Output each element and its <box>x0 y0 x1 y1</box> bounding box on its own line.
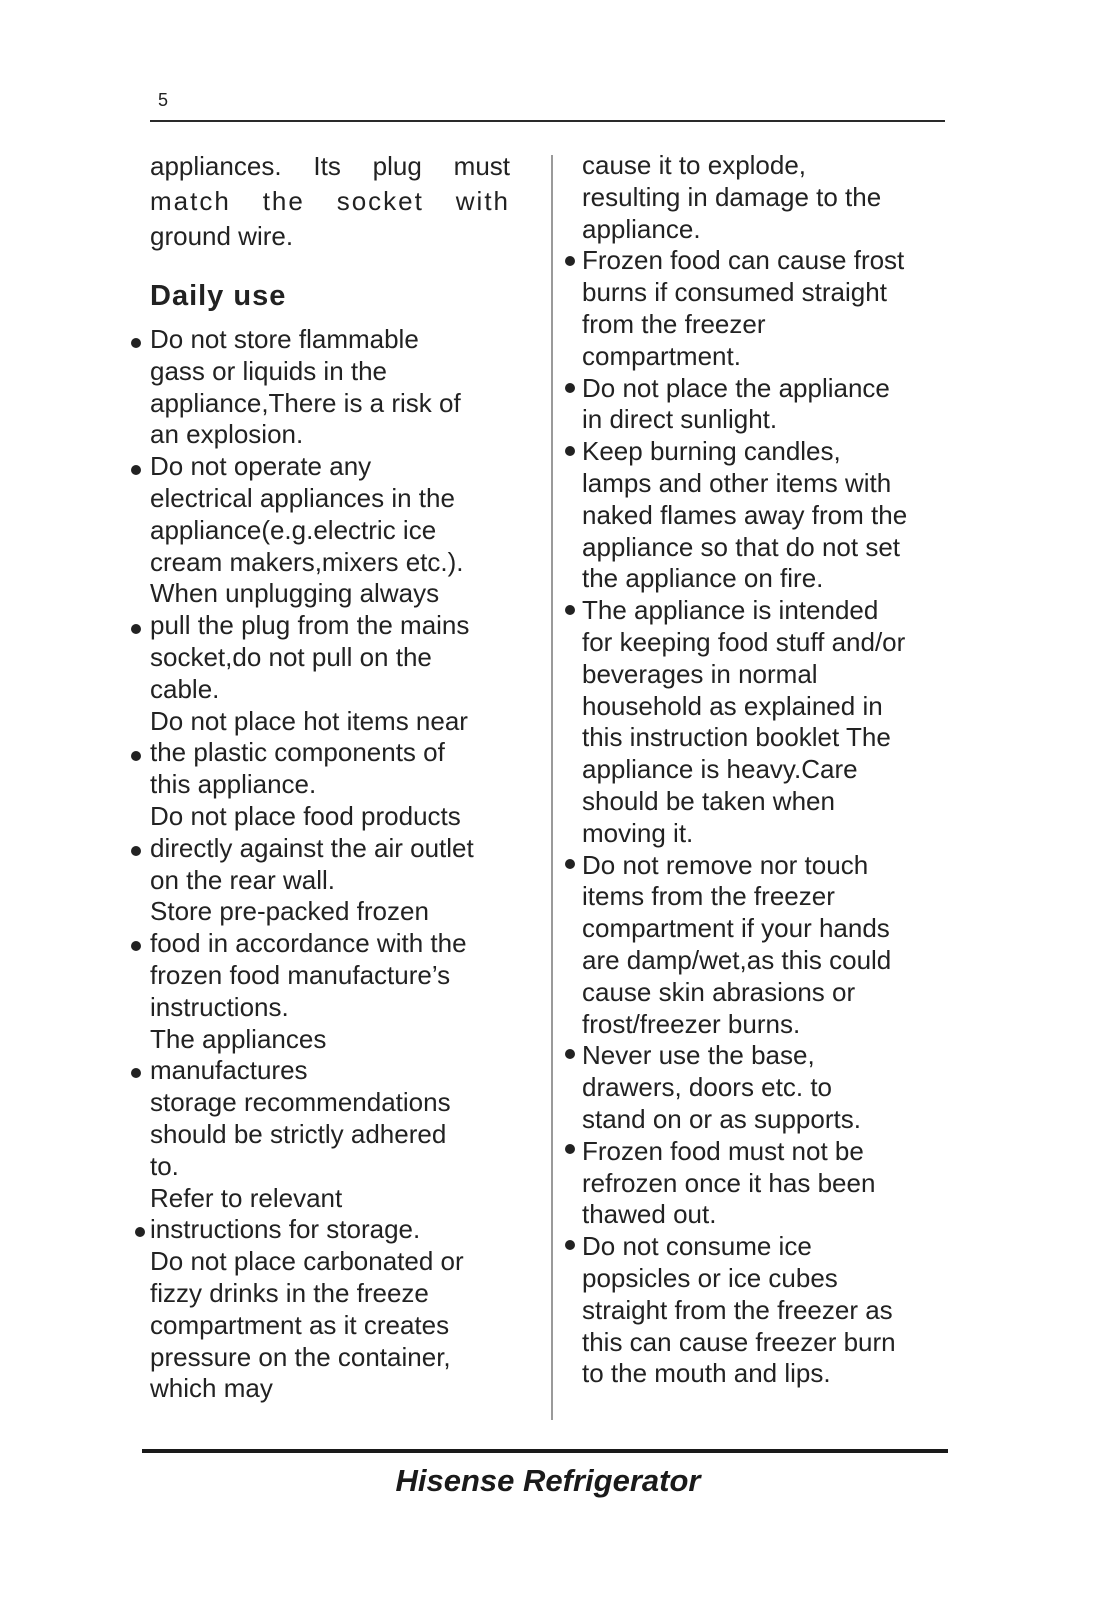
bullet-icon <box>131 465 141 475</box>
right-column-line: in direct sunlight. <box>582 404 778 435</box>
right-column-line: appliance so that do not set <box>582 531 901 562</box>
bullet-icon <box>565 1049 575 1059</box>
left-column-line: this appliance. <box>150 769 317 800</box>
right-column-line: Frozen food can cause frost <box>582 245 905 276</box>
right-column-line: items from the freezer <box>582 881 835 912</box>
left-column-line: Store pre-packed frozen <box>150 896 429 927</box>
right-column-line: drawers, doors etc. to <box>582 1072 832 1103</box>
section-heading: Daily use <box>150 280 287 312</box>
bullet-icon <box>131 338 141 348</box>
left-column-line: pressure on the container, <box>150 1341 451 1372</box>
right-column-line: The appliance is intended <box>582 595 879 626</box>
right-column-line: stand on or as supports. <box>582 1104 861 1134</box>
left-column-line: to. <box>150 1150 179 1181</box>
right-column-line: popsicles or ice cubes <box>582 1263 838 1293</box>
page-number: 5 <box>158 90 169 110</box>
left-column-line: cable. <box>150 673 220 704</box>
left-column-line: Do not place carbonated or <box>150 1246 464 1277</box>
left-column-line: When unplugging always <box>150 578 440 609</box>
right-column-line: compartment. <box>582 340 741 371</box>
bullet-icon <box>131 941 141 951</box>
right-column-line: Do not remove nor touch <box>582 849 869 880</box>
right-column-line: refrozen once it has been <box>582 1167 876 1198</box>
right-column-line: cause it to explode, <box>582 150 807 180</box>
left-column-line: cream makers,mixers etc.). <box>150 546 464 577</box>
right-column-line: beverages in normal <box>582 658 818 689</box>
right-column-line: are damp/wet,as this could <box>582 945 892 975</box>
right-column-line: this instruction booklet The <box>582 722 891 753</box>
bullet-icon <box>565 256 575 266</box>
right-column-line: household as explained in <box>582 690 883 721</box>
right-column-line: the appliance on fire. <box>582 563 824 594</box>
left-column-line: Refer to relevant <box>150 1182 343 1213</box>
left-column-line: fizzy drinks in the freeze <box>150 1278 429 1308</box>
right-column-line: frost/freezer burns. <box>582 1008 801 1039</box>
left-intro-line: appliances. Its plug must <box>150 151 510 181</box>
left-column-line: Do not place hot items near <box>150 705 468 736</box>
left-column-line: on the rear wall. <box>150 864 335 895</box>
right-column-line: burns if consumed straight <box>582 277 887 308</box>
footer-brand: Hisense Refrigerator <box>395 1463 701 1498</box>
bullet-icon <box>135 1227 145 1237</box>
right-column-line: straight from the freezer as <box>582 1294 893 1325</box>
bullet-icon <box>565 1240 575 1250</box>
bullet-icon <box>131 846 141 856</box>
right-column-line: Never use the base, <box>582 1040 815 1071</box>
right-column-line: resulting in damage to the <box>582 181 882 212</box>
left-column-line: directly against the air outlet <box>150 832 474 863</box>
bullet-icon <box>565 605 575 615</box>
left-column-line: Do not store flammable <box>150 324 419 354</box>
left-column-line: appliance,There is a risk of <box>150 387 461 418</box>
left-column-line: appliance(e.g.electric ice <box>150 514 437 545</box>
left-column-line: Do not operate any <box>150 451 372 482</box>
bullet-icon <box>131 624 141 634</box>
right-column-line: Keep burning candles, <box>582 436 841 467</box>
right-column-line: Do not place the appliance <box>582 372 890 403</box>
right-column-line: appliance is heavy.Care <box>582 754 858 785</box>
left-column-line: socket,do not pull on the <box>150 642 432 672</box>
left-column-line: gass or liquids in the <box>150 355 388 386</box>
right-column-line: Do not consume ice <box>582 1231 812 1262</box>
right-column-line: for keeping food stuff and/or <box>582 627 906 657</box>
left-intro-line: ground wire. <box>150 221 294 251</box>
bullet-icon <box>565 383 575 393</box>
right-column-line: thawed out. <box>582 1199 717 1230</box>
left-column-line: frozen food manufacture’s <box>150 960 451 990</box>
column-divider <box>551 155 553 1420</box>
bullet-icon <box>565 859 575 869</box>
left-column-line: pull the plug from the mains <box>150 610 470 641</box>
right-column-line: moving it. <box>582 817 694 848</box>
right-column-line: to the mouth and lips. <box>582 1358 831 1389</box>
bullet-icon <box>565 1144 575 1154</box>
bullet-icon <box>131 1068 141 1078</box>
left-intro-line: match the socket with <box>150 186 510 216</box>
right-column-line: Frozen food must not be <box>582 1135 864 1166</box>
top-rule <box>150 120 945 122</box>
right-column-line: this can cause freezer burn <box>582 1326 896 1357</box>
left-column-line: food in accordance with the <box>150 928 467 959</box>
right-column-line: compartment if your hands <box>582 913 890 944</box>
bottom-rule <box>142 1449 948 1453</box>
right-column-line: cause skin abrasions or <box>582 976 856 1007</box>
right-column-line: should be taken when <box>582 786 835 816</box>
left-column-line: Do not place food products <box>150 801 461 831</box>
left-column-line: the plastic components of <box>150 737 445 768</box>
right-column-line: from the freezer <box>582 309 766 339</box>
left-column-line: instructions for storage. <box>150 1214 421 1245</box>
left-column-line: The appliances <box>150 1023 327 1054</box>
bullet-icon <box>131 751 141 761</box>
right-column-line: lamps and other items with <box>582 468 892 498</box>
right-column-line: appliance. <box>582 213 701 244</box>
right-column-line: naked flames away from the <box>582 499 908 530</box>
bullet-icon <box>565 446 575 456</box>
left-column-line: instructions. <box>150 991 289 1022</box>
left-column-line: compartment as it creates <box>150 1309 450 1340</box>
left-column-line: manufactures <box>150 1055 308 1086</box>
left-column-line: should be strictly adhered <box>150 1119 447 1149</box>
left-column-line: storage recommendations <box>150 1087 451 1118</box>
left-column-line: an explosion. <box>150 419 304 450</box>
left-column-line: which may <box>150 1373 273 1404</box>
left-column-line: electrical appliances in the <box>150 483 455 513</box>
